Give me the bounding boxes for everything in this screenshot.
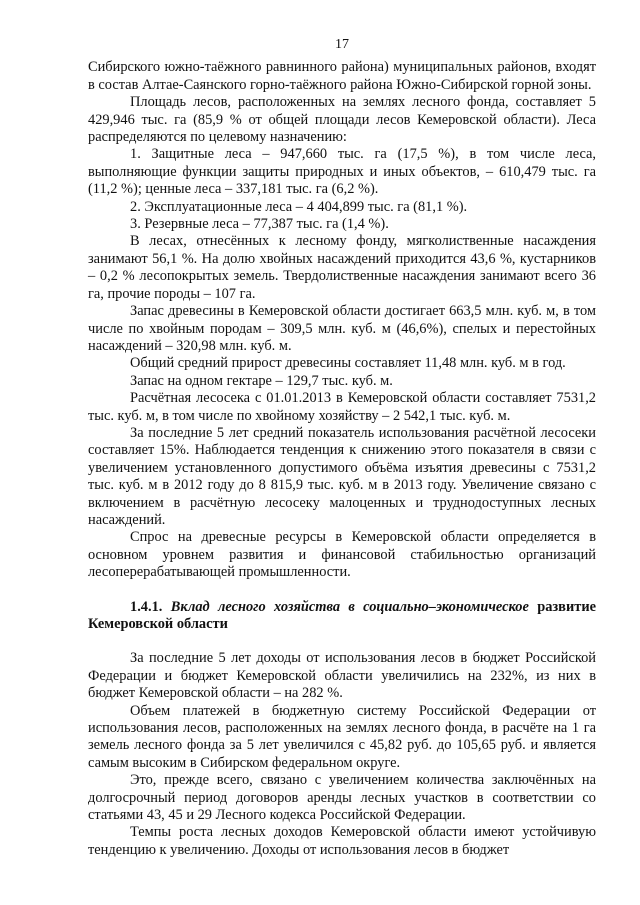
paragraph: Расчётная лесосека с 01.01.2013 в Кемеровской области составляет 7531,2 тыс. куб. м, в том числе по хвойному хозяйству – 2 542,1 тыс. куб. м.	[88, 390, 596, 424]
paragraph: 2. Эксплуатационные леса – 4 404,899 тыс. га (81,1 %).	[130, 198, 468, 215]
paragraph: Общий средний прирост древесины составляет 11,48 млн. куб. м в год.	[130, 355, 566, 372]
page-number: 17	[335, 37, 349, 52]
paragraph: 1. Защитные леса – 947,660 тыс. га (17,5 %), в том числе леса, выполняющие функции защиты природных и иных объектов, – 610,479 тыс. га (11,2 %); ценные леса – 337,181 тыс. га (6,2 %).	[88, 146, 596, 198]
paragraph: Запас древесины в Кемеровской области достигает 663,5 млн. куб. м, в том числе по хвойным породам – 309,5 млн. куб. м (46,6%), спелых и перестойных насаждений – 320,98 млн. куб. м.	[88, 303, 596, 354]
paragraph: За последние 5 лет доходы от использования лесов в бюджет Российской Федерации и бюджет Кемеровской области увеличились на 232%, из них в бюджет Кемеровской области – на 282 %.	[88, 650, 596, 702]
paragraph: 3. Резервные леса – 77,387 тыс. га (1,4 %).	[130, 216, 389, 233]
section-heading	[88, 599, 596, 634]
paragraphs-top	[88, 59, 596, 581]
paragraph: Площадь лесов, расположенных на землях лесного фонда, составляет 5 429,946 тыс. га (85,9 % от общей площади лесов Кемеровской области). Леса распределяются по целевому назначению:	[88, 94, 596, 146]
section-title-bold: развитие Кемеровской области	[88, 598, 596, 632]
section-number: 1.4.1.	[130, 598, 163, 615]
paragraph: В лесах, отнесённых к лесному фонду, мягколиственные насаждения занимают 56,1 %. На долю хвойных насаждений приходится 43,6 %, кустарников – 0,2 % лесопокрытых земель. Твердолиственные насаждения занимают всего 36 га, прочие породы – 107 га.	[88, 233, 596, 302]
paragraph: Темпы роста лесных доходов Кемеровской области имеют устойчивую тенденцию к увеличению. Доходы от использования лесов в бюджет	[88, 824, 596, 858]
paragraph: Это, прежде всего, связано с увеличением количества заключённых на долгосрочный период договоров аренды лесных участков в соответствии со статьями 43, 45 и 29 Лесного кодекса Российской Федерации.	[88, 772, 596, 824]
paragraph: Спрос на древесные ресурсы в Кемеровской области определяется в основном уровнем развития и финансовой стабильностью организаций лесоперерабатывающей промышленности.	[88, 529, 596, 581]
paragraph: Объем платежей в бюджетную систему Российской Федерации от использования лесов, расположенных на землях лесного фонда, в расчёте на 1 га земель лесного фонда за 5 лет увеличился с 45,82 руб. до 105,65 руб. и является самым высоким в Сибирском федеральном округе.	[88, 702, 596, 771]
section-title-italic: Вклад лесного хозяйства в социально–экономическое	[170, 598, 529, 615]
paragraph: Запас на одном гектаре – 129,7 тыс. куб. м.	[130, 372, 393, 389]
paragraphs-bottom	[88, 650, 596, 859]
paragraph: За последние 5 лет средний показатель использования расчётной лесосеки составляет 15%. Наблюдается тенденция к снижению этого показателя в связи с увеличением установленного допустимого объёма изъятия древесины с 7531,2 тыс. куб. м в 2012 году до 8 815,9 тыс. куб. м в 2013 году. Увеличение связано с включением в расчётную лесосеку малоценных и труднодоступных лесных насаждений.	[88, 424, 596, 528]
paragraph: Сибирского южно-таёжного равнинного района) муниципальных районов, входят в состав Алтае-Саянского горно-таёжного района Южно-Сибирской горной зоны.	[88, 59, 596, 93]
